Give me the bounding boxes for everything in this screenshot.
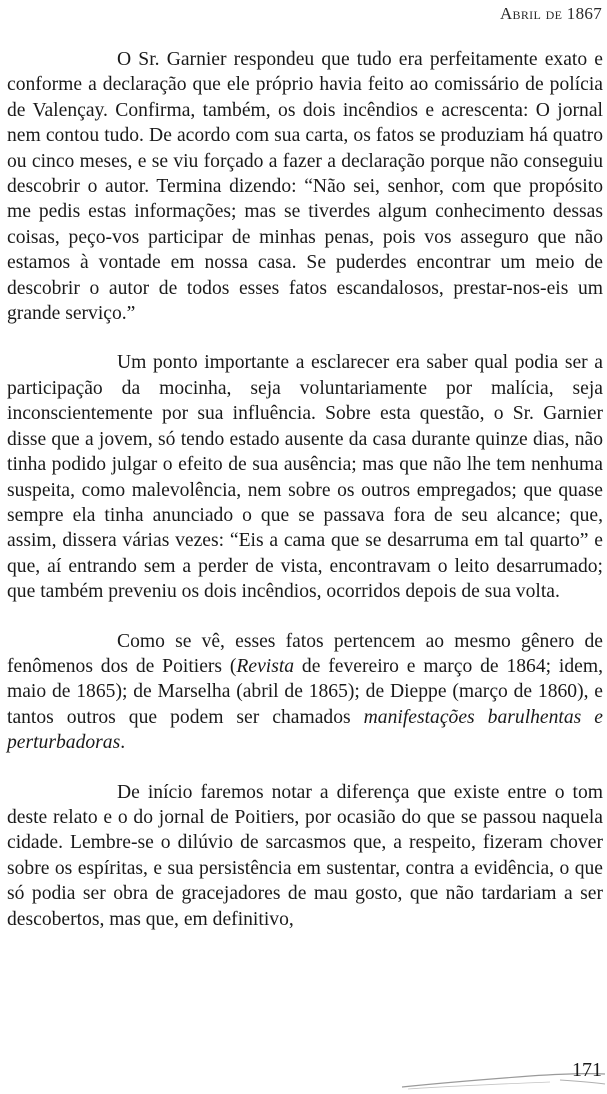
- paragraph-3-text-a: Como se vê, esses fatos pertencem ao mesmo gênero de fenômenos dos de Poitiers (: [7, 630, 603, 677]
- paragraph-1-text: O Sr. Garnier respondeu que tudo era perfeitamente exato e conforme a declaração que ele próprio havia feito ao comissário de polícia de Valençay. Confirma, também, os dois incêndios e acrescenta: O jornal nem contou tudo. De acordo com sua carta, os fatos se produziam há quatro ou cinco meses, e se viu forçado a fazer a declaração porque não conseguiu descobrir o autor. Termina dizendo: “Não sei, senhor, com que propósito me pedis estas informações; mas se tiverdes algum conhecimento dessas coisas, peço-vos participar de minhas penas, pois vos asseguro que não estamos à vontade em nossa casa. Se puderdes encontrar um meio de descobrir o autor de todos esses fatos escandalosos, prestar-nos-eis um grande serviço.”: [7, 49, 603, 325]
- paragraph-4: [7, 780, 603, 932]
- page-number: 171: [572, 1059, 602, 1081]
- paragraph-3-italic-term: manifestações barulhentas e perturbadoras: [7, 706, 603, 754]
- paragraph-2: [7, 350, 603, 604]
- paragraph-3-text-c: .: [120, 732, 126, 754]
- paragraph-3-text-b: de fevereiro e março de 1864; idem, maio de 1865); de Marselha (abril de 1865); de Dieppe (março de 1860), e tantos outros que podem ser chamados: [7, 655, 603, 728]
- paragraph-4-text: De início faremos notar a diferença que existe entre o tom deste relato e o do jornal de Poitiers, por ocasião do que se passou naquela cidade. Lembre-se o dilúvio de sarcasmos que, a respeito, fizeram chover sobre os espíritas, e sua persistência em sustentar, contra a evidência, o que só podia ser obra de gracejadores de mau gosto, que não tardariam a ser descobertos, mas que, em definitivo,: [7, 781, 603, 930]
- paragraph-1: [7, 47, 603, 326]
- running-header: Abril de 1867: [499, 4, 602, 23]
- body-text: [7, 47, 603, 932]
- paragraph-3: [7, 629, 603, 756]
- paragraph-2-text: Um ponto importante a esclarecer era saber qual podia ser a participação da mocinha, seja voluntariamente por malícia, seja inconscientemente por sua influência. Sobre esta questão, o Sr. Garnier disse que a jovem, só tendo estado ausente da casa durante quinze dias, não tinha podido julgar o efeito de sua ausência; mas que não lhe tem nenhuma suspeita, como malevolência, nem sobre os outros empregados; que quase sempre ela tinha anunciado o que se passava fora de seu alcance; que, assim, dissera várias vezes: “Eis a cama que se desarruma em tal quarto” e que, aí entrando sem a perder de vista, encontravam o leito desarrumado; que também preveniu os dois incêndios, ocorridos depois de sua volta.: [7, 352, 603, 603]
- paragraph-3-italic-revista: Revista: [236, 655, 295, 677]
